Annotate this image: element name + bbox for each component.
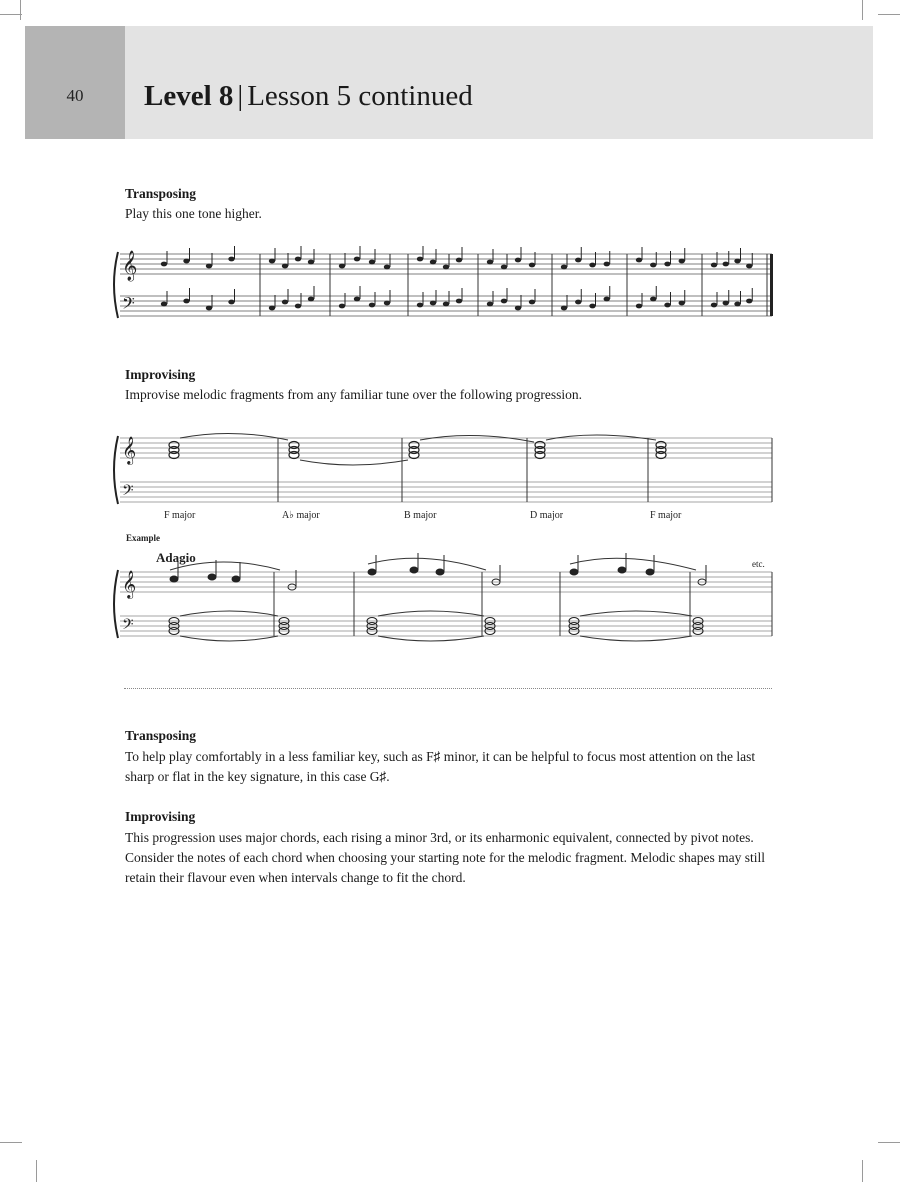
improvising-heading: Improvising — [125, 367, 196, 382]
treble-note — [604, 262, 610, 267]
crop-mark — [36, 1160, 37, 1182]
treble-note — [228, 257, 234, 262]
transposing-staff-lines — [120, 254, 772, 316]
progression-staff-lines — [120, 438, 772, 502]
treble-note — [295, 257, 301, 262]
treble-note — [339, 264, 345, 269]
bass-note — [206, 306, 212, 311]
crop-mark — [878, 1142, 900, 1143]
treble-note — [711, 263, 717, 268]
treble-note — [183, 259, 189, 264]
treble-note — [575, 258, 581, 263]
progression-score — [112, 426, 777, 526]
treble-note — [456, 258, 462, 263]
notes-transposing-text: To help play comfortably in a less familiar key, such as F♯ minor, it can be helpful to focus most attention on the last sharp or flat in the key signature, in this case G♯. — [125, 749, 756, 784]
bass-note — [650, 297, 656, 302]
treble-note — [515, 258, 521, 263]
etc-label: etc. — [752, 559, 765, 569]
bass-note — [561, 306, 567, 311]
bass-note — [746, 299, 752, 304]
treble-note — [308, 260, 314, 265]
bass-note — [711, 303, 717, 308]
bass-clef: 𝄢 — [122, 482, 134, 502]
progression-chords — [169, 442, 666, 459]
grand-staff-brace — [114, 570, 118, 638]
treble-clef: 𝄞 — [122, 438, 137, 464]
crop-mark — [20, 0, 21, 20]
treble-note — [746, 264, 752, 269]
example-label: Example — [126, 533, 161, 543]
bass-clef: 𝄢 — [122, 616, 134, 636]
notes-improvising-text: This progression uses major chords, each rising a minor 3rd, or its enharmonic equivalent, connected by pivot notes. Consider the notes of each chord when choosing your starting note for the melodic fragment. Melodic shapes may still retain their flavour even when intervals change to fit the chord. — [125, 830, 765, 885]
crop-mark — [878, 14, 900, 15]
crop-mark — [862, 0, 863, 20]
chord-label: D major — [530, 510, 564, 521]
treble-note — [417, 257, 423, 262]
treble-note — [734, 259, 740, 264]
treble-note — [501, 265, 507, 270]
bass-note — [417, 303, 423, 308]
bass-note — [269, 306, 275, 311]
treble-note — [561, 265, 567, 270]
treble-note — [529, 263, 535, 268]
bass-note — [575, 300, 581, 305]
bass-note — [308, 297, 314, 302]
treble-note — [487, 260, 493, 265]
treble-note — [723, 262, 729, 267]
bass-note — [589, 304, 595, 309]
treble-note — [369, 260, 375, 265]
treble-note — [430, 260, 436, 265]
progression-barlines — [278, 438, 772, 502]
treble-note — [679, 259, 685, 264]
improvising-instruction: Improvise melodic fragments from any familiar tune over the following progression. — [125, 387, 583, 402]
treble-note — [664, 262, 670, 267]
transposing-score — [112, 238, 777, 328]
lesson-label: Lesson 5 continued — [247, 80, 473, 112]
final-barline — [770, 254, 773, 316]
bass-note — [369, 303, 375, 308]
example-barlines — [274, 572, 772, 636]
treble-note — [269, 259, 275, 264]
bass-note — [228, 300, 234, 305]
page-tab — [25, 26, 125, 139]
title-separator: | — [237, 80, 244, 112]
bass-note — [604, 297, 610, 302]
treble-clef: 𝄞 — [122, 251, 138, 280]
level-label: Level 8 — [144, 80, 234, 112]
bass-note — [183, 299, 189, 304]
chord-label: F major — [164, 510, 196, 521]
bass-note — [636, 304, 642, 309]
transposing-instruction: Play this one tone higher. — [125, 206, 262, 221]
page-title — [144, 80, 473, 113]
crop-mark — [862, 1160, 863, 1182]
bass-note — [487, 302, 493, 307]
treble-note — [161, 262, 167, 267]
treble-note — [206, 264, 212, 269]
chord-label: A♭ major — [282, 510, 320, 521]
treble-note — [636, 258, 642, 263]
bass-note — [282, 300, 288, 305]
grand-staff-brace — [114, 252, 118, 318]
bass-note — [515, 306, 521, 311]
chord-label: B major — [404, 510, 437, 521]
treble-note — [384, 265, 390, 270]
page-number: 40 — [66, 86, 84, 105]
bass-note — [679, 301, 685, 306]
chord-label: F major — [650, 510, 682, 521]
bass-note — [529, 300, 535, 305]
treble-note — [650, 263, 656, 268]
treble-note — [589, 263, 595, 268]
example-score — [112, 530, 777, 660]
bass-note — [443, 302, 449, 307]
bass-note — [161, 302, 167, 307]
bass-note — [734, 302, 740, 307]
bass-note — [723, 301, 729, 306]
bass-note — [456, 299, 462, 304]
bass-clef: 𝄢 — [122, 295, 135, 317]
bass-note — [354, 297, 360, 302]
section-divider — [124, 688, 772, 689]
bass-note — [501, 299, 507, 304]
notes-transposing-heading: Transposing — [125, 728, 197, 743]
notes-improvising-heading: Improvising — [125, 809, 196, 824]
treble-clef: 𝄞 — [122, 572, 137, 598]
bass-note — [664, 303, 670, 308]
bass-note — [384, 301, 390, 306]
crop-mark — [0, 14, 22, 15]
tempo-marking: Adagio — [156, 550, 196, 565]
bass-note — [430, 301, 436, 306]
treble-note — [354, 257, 360, 262]
transposing-heading: Transposing — [125, 186, 197, 201]
bass-note — [339, 304, 345, 309]
treble-note — [282, 264, 288, 269]
grand-staff-brace — [114, 436, 118, 504]
example-slurs — [170, 558, 696, 570]
bass-note — [295, 304, 301, 309]
crop-mark — [0, 1142, 22, 1143]
example-staff-lines — [120, 572, 772, 636]
transposing-barlines — [260, 254, 767, 316]
treble-note — [443, 265, 449, 270]
